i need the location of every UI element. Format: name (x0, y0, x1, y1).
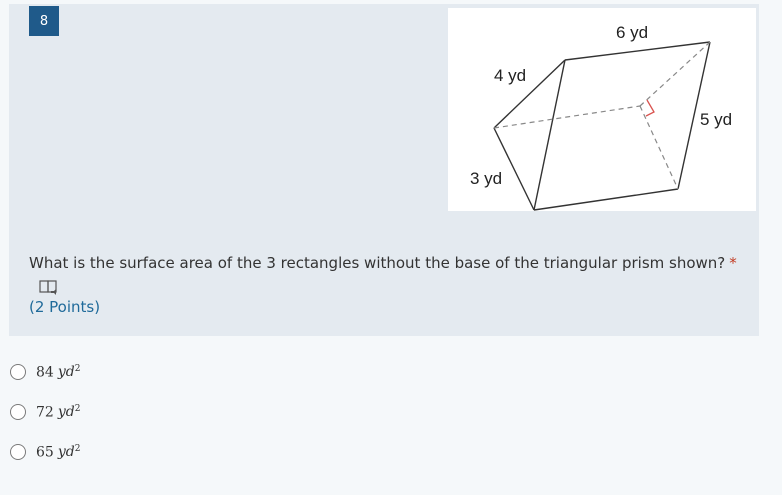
radio-button[interactable] (10, 444, 26, 460)
option-label: 84 $yd^2$ (36, 363, 81, 381)
question-number-badge: 8 (29, 6, 59, 36)
prism-hidden-edge-top (640, 42, 710, 106)
option-label: 65 $yd^2$ (36, 443, 81, 461)
answer-options (10, 352, 80, 472)
right-angle-marker (646, 100, 654, 116)
radio-button[interactable] (10, 364, 26, 380)
radio-button[interactable] (10, 404, 26, 420)
option-84[interactable] (10, 352, 80, 392)
question-card (9, 4, 759, 336)
immersive-reader-icon-glyph (39, 279, 59, 297)
label-right: 5 yd (700, 110, 733, 129)
question-text (29, 254, 737, 272)
prism-edge-front (534, 60, 565, 210)
option-72[interactable] (10, 392, 80, 432)
prism-figure (448, 8, 756, 211)
required-asterisk: * (729, 254, 737, 272)
option-label: 72 $yd^2$ (36, 403, 81, 421)
prism-diagram (448, 8, 756, 211)
prism-edge-bottom (534, 189, 678, 210)
prism-hidden-edge-height (640, 106, 678, 189)
label-left: 3 yd (470, 169, 503, 188)
prism-edge-top (565, 42, 710, 60)
label-slant: 4 yd (494, 66, 527, 85)
label-top: 6 yd (616, 23, 649, 42)
prism-hidden-edge-back (494, 106, 640, 128)
option-65[interactable] (10, 432, 80, 472)
question-text-body: What is the surface area of the 3 rectangles without the base of the triangular prism shown? (29, 254, 726, 272)
points-label: (2 Points) (29, 298, 101, 316)
